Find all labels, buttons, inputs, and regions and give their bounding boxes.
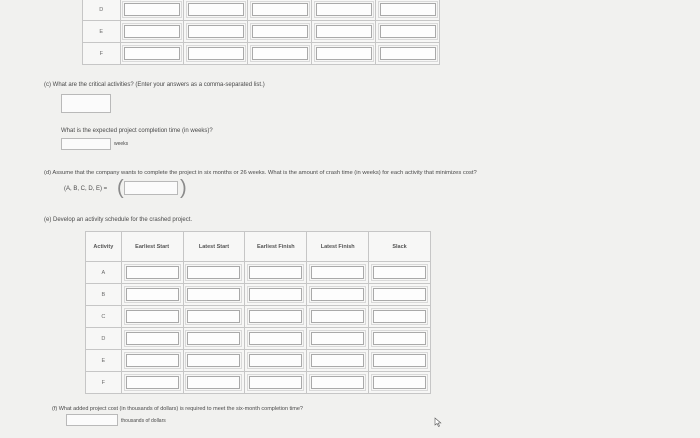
earliest-finish-input[interactable] xyxy=(249,266,302,279)
latest-finish-input[interactable] xyxy=(311,376,364,389)
earliest-finish-input[interactable] xyxy=(249,354,302,367)
earliest-finish-input[interactable] xyxy=(249,332,302,345)
slack-input[interactable] xyxy=(373,376,426,389)
latest-start-input[interactable] xyxy=(187,354,240,367)
table-row xyxy=(83,21,440,43)
cursor-icon xyxy=(434,417,442,427)
earliest-start-input[interactable] xyxy=(126,332,179,345)
completion-time-question: What is the expected project completion time (in weeks)? xyxy=(61,128,213,134)
part-c-question: (c) What are the critical activities? (Enter your answers as a comma-separated list.) xyxy=(44,82,265,88)
slack-input[interactable] xyxy=(373,354,426,367)
table-row xyxy=(86,306,431,328)
activity-label: C xyxy=(86,306,122,328)
latest-finish-input[interactable] xyxy=(311,332,364,345)
latest-finish-input[interactable] xyxy=(311,354,364,367)
earliest-start-input[interactable] xyxy=(126,266,179,279)
earliest-start-input[interactable] xyxy=(126,354,179,367)
header-slack: Slack xyxy=(369,232,431,262)
latest-start-input[interactable] xyxy=(187,288,240,301)
crash-time-input[interactable] xyxy=(124,181,178,195)
slack-input[interactable] xyxy=(373,310,426,323)
latest-start-input[interactable] xyxy=(188,3,244,16)
top-schedule-table xyxy=(82,0,440,65)
table-row xyxy=(86,328,431,350)
left-paren-icon: ( xyxy=(117,177,124,199)
slack-input[interactable] xyxy=(380,3,436,16)
header-latest-start: Latest Start xyxy=(183,232,245,262)
slack-input[interactable] xyxy=(373,266,426,279)
latest-finish-input[interactable] xyxy=(311,266,364,279)
earliest-finish-input[interactable] xyxy=(249,310,302,323)
part-e-question: (e) Develop an activity schedule for the crashed project. xyxy=(44,217,193,223)
crashed-schedule-table xyxy=(85,231,431,394)
activity-label: F xyxy=(83,43,121,65)
part-f-question: (f) What added project cost (in thousands of dollars) is required to meet the six-month completion time? xyxy=(52,406,303,412)
earliest-start-input[interactable] xyxy=(126,288,179,301)
activity-label: B xyxy=(86,284,122,306)
table-row xyxy=(86,350,431,372)
latest-start-input[interactable] xyxy=(188,47,244,60)
latest-finish-input[interactable] xyxy=(316,47,372,60)
activity-label: F xyxy=(86,372,122,394)
table-row xyxy=(83,43,440,65)
earliest-start-input[interactable] xyxy=(124,25,180,38)
latest-finish-input[interactable] xyxy=(316,25,372,38)
completion-time-input[interactable] xyxy=(61,138,111,150)
added-cost-unit: thousands of dollars xyxy=(121,418,166,424)
activity-label: D xyxy=(83,0,121,21)
slack-input[interactable] xyxy=(373,332,426,345)
latest-start-input[interactable] xyxy=(187,266,240,279)
earliest-finish-input[interactable] xyxy=(252,3,308,16)
earliest-start-input[interactable] xyxy=(124,47,180,60)
completion-time-unit: weeks xyxy=(114,141,129,147)
latest-start-input[interactable] xyxy=(187,376,240,389)
header-latest-finish: Latest Finish xyxy=(307,232,369,262)
latest-finish-input[interactable] xyxy=(311,288,364,301)
earliest-finish-input[interactable] xyxy=(252,25,308,38)
right-paren-icon: ) xyxy=(180,177,187,199)
header-earliest-start: Earliest Start xyxy=(121,232,183,262)
table-row xyxy=(83,0,440,21)
added-cost-input[interactable] xyxy=(66,414,118,426)
table-row xyxy=(86,284,431,306)
latest-start-input[interactable] xyxy=(187,310,240,323)
earliest-finish-input[interactable] xyxy=(252,47,308,60)
slack-input[interactable] xyxy=(380,25,436,38)
slack-input[interactable] xyxy=(380,47,436,60)
latest-finish-input[interactable] xyxy=(311,310,364,323)
activity-label: E xyxy=(83,21,121,43)
earliest-start-input[interactable] xyxy=(124,3,180,16)
earliest-start-input[interactable] xyxy=(126,310,179,323)
header-earliest-finish: Earliest Finish xyxy=(245,232,307,262)
part-d-question: (d) Assume that the company wants to complete the project in six months or 26 weeks. What is the amount of crash time (in weeks) for each activity that minimizes cost? xyxy=(44,170,477,176)
activity-label: E xyxy=(86,350,122,372)
earliest-start-input[interactable] xyxy=(126,376,179,389)
slack-input[interactable] xyxy=(373,288,426,301)
table-row xyxy=(86,262,431,284)
latest-finish-input[interactable] xyxy=(316,3,372,16)
table-row xyxy=(86,372,431,394)
latest-start-input[interactable] xyxy=(187,332,240,345)
latest-start-input[interactable] xyxy=(188,25,244,38)
table-header-row xyxy=(86,232,431,262)
activity-label: D xyxy=(86,328,122,350)
crash-time-prefix: (A, B, C, D, E) = xyxy=(64,186,108,192)
earliest-finish-input[interactable] xyxy=(249,376,302,389)
activity-label: A xyxy=(86,262,122,284)
critical-activities-input[interactable] xyxy=(61,94,111,113)
earliest-finish-input[interactable] xyxy=(249,288,302,301)
header-activity: Activity xyxy=(86,232,122,262)
